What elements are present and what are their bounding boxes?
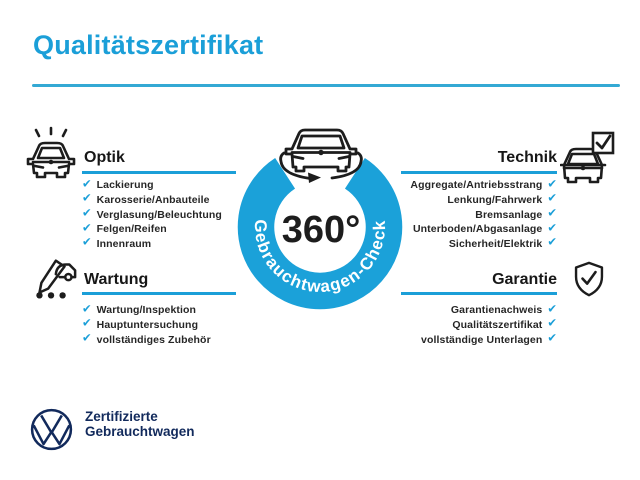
rotation-arrowhead xyxy=(308,173,321,184)
shield-check-icon xyxy=(573,261,605,298)
check-icon: ✔ xyxy=(547,178,557,191)
check-icon: ✔ xyxy=(82,222,92,235)
list-item: Unterboden/Abgasanlage ✔ xyxy=(412,222,557,236)
check-icon: ✔ xyxy=(547,222,557,235)
check-icon: ✔ xyxy=(547,317,557,330)
list-item: Lenkung/Fahrwerk ✔ xyxy=(447,192,557,207)
list-item: Aggregate/Antriebsstrang ✔ xyxy=(410,178,557,192)
check-icon: ✔ xyxy=(82,207,92,220)
brand-line1: Zertifizierte xyxy=(85,409,158,424)
garantie-item-list xyxy=(421,303,557,347)
brand-wordmark xyxy=(85,410,195,439)
list-item: vollständige Unterlagen ✔ xyxy=(421,332,557,346)
ring-curved-label: Gebrauchtwagen-Check xyxy=(250,219,390,297)
list-item: Garantienachweis ✔ xyxy=(450,303,557,317)
check-icon: ✔ xyxy=(82,303,92,316)
check-icon: ✔ xyxy=(547,192,557,205)
brand-line2: Gebrauchtwagen xyxy=(85,423,195,439)
section-title-optik: Optik xyxy=(84,149,125,166)
section-divider-garantie xyxy=(401,292,557,295)
list-item: ✔ Lackierung xyxy=(82,178,154,192)
service-checklist-icon xyxy=(26,257,78,301)
list-item: ✔ Karosserie/Anbauteile xyxy=(82,192,210,207)
check-icon: ✔ xyxy=(547,332,557,345)
shiny-car-icon xyxy=(25,126,77,180)
list-item: ✔ Hauptuntersuchung xyxy=(82,317,199,332)
check-icon: ✔ xyxy=(82,192,92,205)
degree-label: 360° xyxy=(281,209,361,251)
check-icon: ✔ xyxy=(82,236,92,249)
check-icon: ✔ xyxy=(547,236,557,249)
section-title-wartung: Wartung xyxy=(84,271,149,288)
optik-item-list xyxy=(82,178,222,251)
list-item: ✔ vollständiges Zubehör xyxy=(82,332,211,346)
technik-item-list xyxy=(410,178,557,251)
wartung-item-list xyxy=(82,303,211,347)
list-item: ✔ Felgen/Reifen xyxy=(82,222,167,236)
header-divider xyxy=(32,84,620,87)
check-icon: ✔ xyxy=(82,332,92,345)
section-divider-wartung xyxy=(82,292,236,295)
page-title: Qualitätszertifikat xyxy=(33,30,264,60)
list-item: Sicherheit/Elektrik ✔ xyxy=(448,236,557,251)
section-divider-technik xyxy=(401,171,557,174)
list-item: ✔ Innenraum xyxy=(82,236,152,251)
section-divider-optik xyxy=(82,171,236,174)
check-icon: ✔ xyxy=(547,207,557,220)
car-checkbox-icon xyxy=(560,131,616,184)
list-item: ✔ Verglasung/Beleuchtung xyxy=(82,207,222,221)
check-icon: ✔ xyxy=(82,317,92,330)
vw-logo xyxy=(29,407,74,452)
list-item: ✔ Wartung/Inspektion xyxy=(82,303,197,317)
check-icon: ✔ xyxy=(82,178,92,191)
360-check-badge xyxy=(225,103,421,323)
list-item: Bremsanlage ✔ xyxy=(475,207,557,221)
section-title-garantie: Garantie xyxy=(492,271,557,288)
list-item: Qualitätszertifikat ✔ xyxy=(452,317,557,332)
check-icon: ✔ xyxy=(547,303,557,316)
section-title-technik: Technik xyxy=(497,149,557,166)
